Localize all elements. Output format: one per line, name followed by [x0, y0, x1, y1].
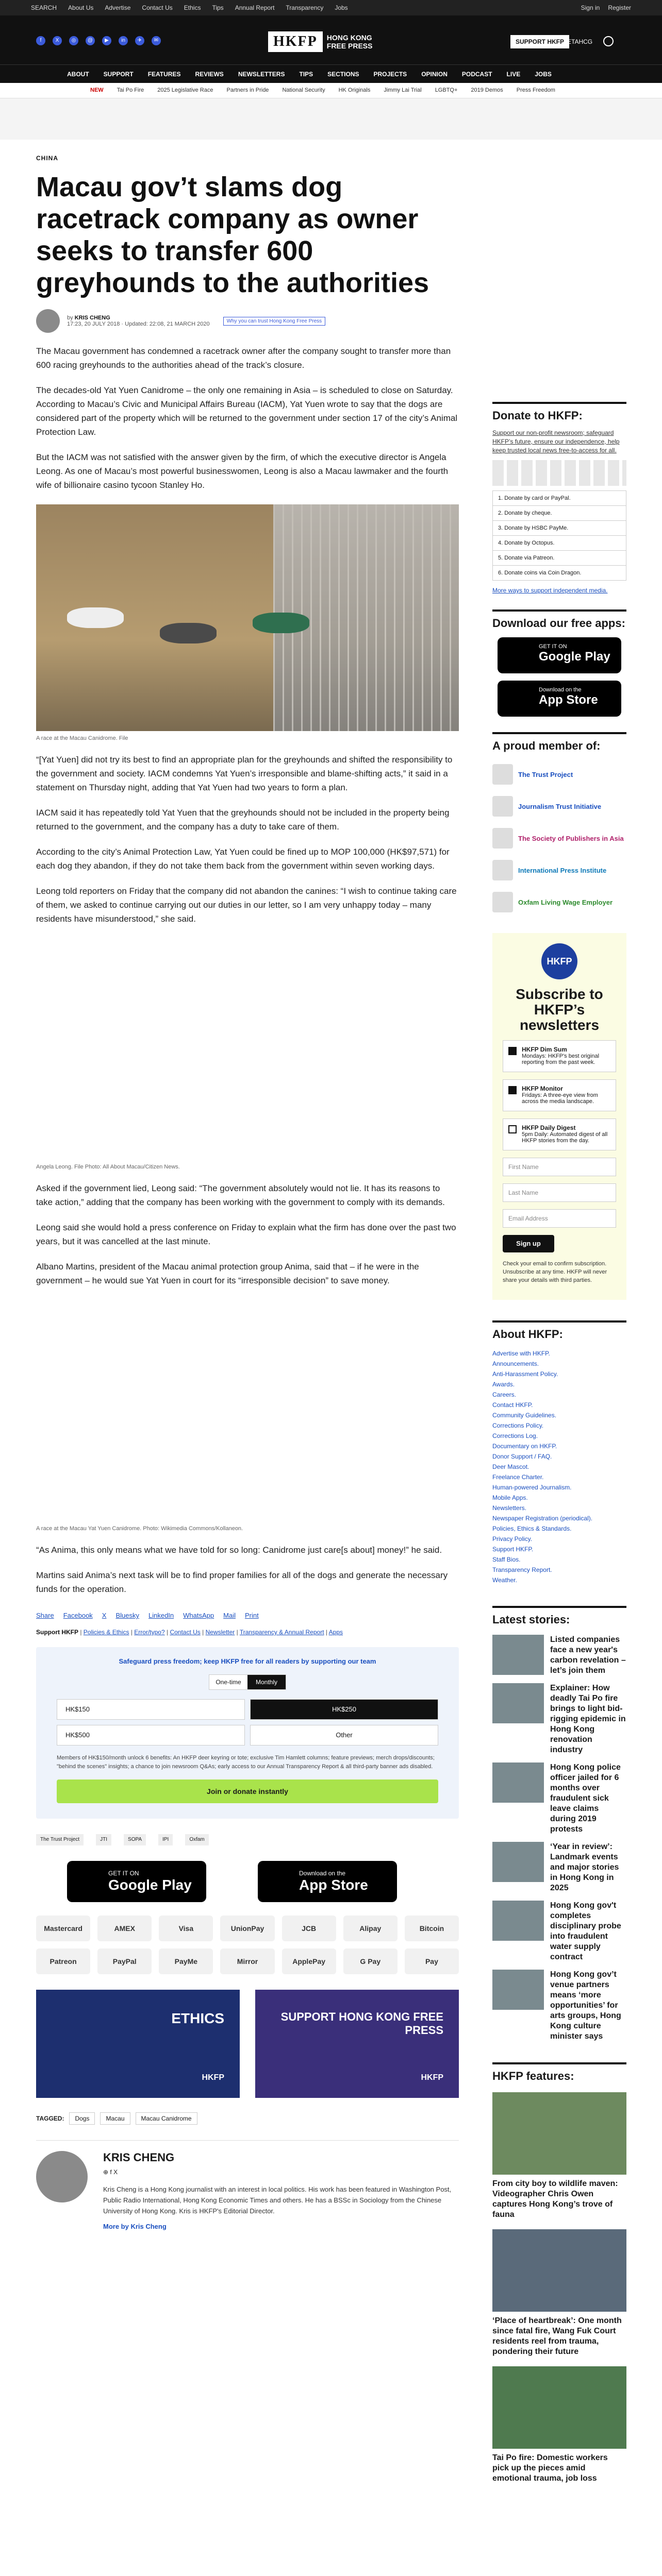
topbar-link-about[interactable]: About Us	[68, 4, 94, 11]
x-icon[interactable]: X	[53, 36, 62, 45]
donate-method[interactable]: 4. Donate by Octopus.	[492, 535, 626, 551]
amount-other[interactable]: Other	[250, 1725, 438, 1745]
x-icon[interactable]: X	[113, 2168, 118, 2176]
donate-method[interactable]: 3. Donate by HSBC PayMe.	[492, 520, 626, 536]
badge-oxfam[interactable]: Oxfam	[185, 1834, 208, 1845]
topbar-link-contact[interactable]: Contact Us	[142, 4, 173, 11]
about-item[interactable]: Community Guidelines.	[492, 1412, 557, 1419]
article	[36, 155, 459, 2230]
donate-method[interactable]: 6. Donate coins via Coin Dragon.	[492, 565, 626, 581]
list-item[interactable]	[492, 1901, 626, 1962]
more-ways-link[interactable]: More ways to support independent media.	[492, 587, 608, 594]
support-promo-title: SUPPORT HONG KONG FREE PRESS	[280, 2010, 443, 2037]
latest-stories	[492, 1635, 626, 2042]
feature-title: From city boy to wildlife maven: Videographer Chris Owen captures Hong Kong’s trove of fauna	[492, 2179, 618, 2219]
about-item[interactable]: Newsletters.	[492, 1504, 527, 1512]
newsletter-logo: HKFP	[541, 943, 577, 979]
nav-item-projects[interactable]: PROJECTS	[373, 71, 407, 78]
donate-title: Donate to HKFP:	[492, 402, 626, 422]
checkbox[interactable]	[508, 1125, 517, 1133]
youtube-icon[interactable]: ▶	[102, 36, 111, 45]
about-item[interactable]: Staff Bios.	[492, 1556, 521, 1563]
share-linkedin[interactable]: LinkedIn	[148, 1612, 174, 1619]
instagram-icon[interactable]: ◎	[69, 36, 78, 45]
topbar-link-jobs[interactable]: Jobs	[335, 4, 348, 11]
logo-mark: HKFP	[268, 31, 323, 52]
paragraph: But the IACM was not satisfied with the answer given by the firm, of which the executive director is Angela Leong. As one of Macau’s most powerful businesswomen, Leong is also a Macau lawmaker and the fourth wife of billionaire casino tycoon Stanley Ho.	[36, 452, 449, 490]
support-links-label[interactable]: Support HKFP	[36, 1629, 78, 1636]
sign-in-link[interactable]: Sign in	[581, 4, 600, 11]
about-item[interactable]: Anti-Harassment Policy.	[492, 1370, 558, 1378]
language-switch[interactable]: ETAHCG	[567, 38, 593, 45]
newsletter-desc: Mondays: HKFP's best original reporting from the past week.	[522, 1053, 600, 1065]
newsletter-link[interactable]: Newsletter	[205, 1629, 235, 1636]
checkbox-checked[interactable]	[508, 1047, 517, 1055]
amount-option[interactable]: HK$500	[57, 1725, 245, 1745]
about-item[interactable]: Weather.	[492, 1577, 517, 1584]
embed-caption: A race at the Macau Yat Yuen Canidrome. Photo: Wikimedia Commons/Kollaneon.	[36, 1526, 243, 1532]
error-link[interactable]: Error/typo?	[134, 1629, 165, 1636]
list-item[interactable]	[492, 1635, 626, 1676]
policies-link[interactable]: Policies & Ethics	[83, 1629, 129, 1636]
app-store-line-2: App Store	[539, 693, 598, 707]
ipi-logo	[492, 860, 513, 880]
pay-bitcoin[interactable]: Bitcoin	[405, 1916, 459, 1941]
paragraph: The Macau government has condemned a racetrack owner after the company sought to transfer more than 600 racing greyhounds to the authorities ahead of the track’s closure.	[36, 346, 451, 370]
logo-text-line-1: HONG KONG	[326, 33, 372, 42]
first-name-input[interactable]: First Name	[503, 1158, 616, 1176]
email-icon[interactable]: ✉	[152, 36, 161, 45]
nav-item-opinion[interactable]: OPINION	[421, 71, 448, 78]
about-item[interactable]: Support HKFP.	[492, 1546, 534, 1553]
main-nav	[0, 64, 662, 83]
transparency-link[interactable]: Transparency & Annual Report	[239, 1629, 324, 1636]
author-box-name[interactable]: KRIS CHENG	[103, 2151, 175, 2164]
list-item[interactable]	[492, 1842, 626, 1893]
tag[interactable]: Macau Canidrome	[136, 2112, 197, 2125]
features-title: HKFP features:	[492, 2062, 626, 2083]
share-label[interactable]: Share	[36, 1612, 54, 1619]
list-item[interactable]	[492, 1683, 626, 1755]
share-bluesky[interactable]: Bluesky	[115, 1612, 139, 1619]
logo-text-line-2: FREE PRESS	[326, 42, 373, 50]
photo-caption: A race at the Macau Canidrome. File	[36, 735, 128, 741]
email-input[interactable]: Email Address	[503, 1209, 616, 1228]
trending-item[interactable]: Jimmy Lai Trial	[384, 87, 422, 93]
newsletter-desc: 5pm Daily: Automated digest of all HKFP stories from the day.	[522, 1131, 608, 1144]
topbar-link-ethics[interactable]: Ethics	[184, 4, 201, 11]
nav-item-live[interactable]: LIVE	[506, 71, 521, 78]
nav-item-about[interactable]: ABOUT	[67, 71, 89, 78]
pay-pay[interactable]: Pay	[405, 1948, 459, 1974]
pay-amex[interactable]: AMEX	[97, 1916, 152, 1941]
share-print[interactable]: Print	[244, 1612, 259, 1619]
badge-jti[interactable]: JTI	[96, 1834, 111, 1845]
share-whatsapp[interactable]: WhatsApp	[183, 1612, 214, 1619]
latest-title: Latest stories:	[492, 1606, 626, 1626]
globe-icon[interactable]: ⊕	[103, 2168, 109, 2176]
about-item[interactable]: Privacy Policy.	[492, 1535, 533, 1543]
apps-link[interactable]: Apps	[328, 1629, 343, 1636]
about-item[interactable]: Freelance Charter.	[492, 1473, 544, 1481]
paragraph: Leong told reporters on Friday that the company did not abandon the canines: “I wish to continue taking care of them, we asked to continue carrying out our duties in our letter, so I am very unhappy today – many residents have misunderstood,” she said.	[36, 886, 457, 924]
telegram-icon[interactable]: ✈	[135, 36, 144, 45]
newsletter-box	[492, 933, 626, 1300]
facebook-icon[interactable]: f	[110, 2168, 112, 2176]
list-item[interactable]	[492, 1762, 626, 1835]
topbar-link-advertise[interactable]: Advertise	[105, 4, 131, 11]
story-thumb	[492, 1683, 544, 1723]
paragraph: Albano Martins, president of the Macau animal protection group Anima, said that – if he were in the government – he would sue Yat Yuen in court for its “irresponsible decision” to save money.	[36, 1262, 419, 1285]
amount-grid	[57, 1699, 438, 1745]
signup-button[interactable]: Sign up	[503, 1235, 554, 1252]
paragraph: Leong said she would hold a press conference on Friday to explain what the firm has done over the past two years, but it was cancelled at the last minute.	[36, 1223, 456, 1246]
member-title: A proud member of:	[492, 732, 626, 753]
app-store-line-2: App Store	[299, 1877, 368, 1893]
pay-unionpay[interactable]: UnionPay	[220, 1916, 274, 1941]
support-promo-sub: HKFP	[421, 2073, 443, 2082]
article-photo	[36, 504, 459, 731]
apps-title: Download our free apps:	[492, 609, 626, 630]
about-item[interactable]: Newspaper Registration (periodical).	[492, 1515, 593, 1522]
sidebar	[492, 402, 626, 2484]
trending-item[interactable]: HK Originals	[338, 87, 371, 93]
monthly-option[interactable]: Monthly	[247, 1675, 286, 1689]
author-bio: Kris Cheng is a Hong Kong journalist with an interest in local politics. His work has been featured in Washington Post, Public Radio International, Hong Kong Economic Times and others. He has a BSSc in Sociology from the Chinese University of Hong Kong. Kris is HKFP's Editorial Director.	[103, 2185, 452, 2215]
about-item[interactable]: Advertise with HKFP.	[492, 1350, 550, 1357]
google-play-line-2: Google Play	[108, 1877, 192, 1893]
sopa-logo	[492, 828, 513, 849]
paragraph: The decades-old Yat Yuen Canidrome – the only one remaining in Asia – is scheduled to close on Saturday. According to Macau’s Civic and Municipal Affairs Bureau (IACM), Yat Yuen wrote to say that the dogs are considered part of the property which will be returned to the government under section 17 of the city’s Animal Protection Law.	[36, 385, 458, 437]
amount-option[interactable]: HK$150	[57, 1699, 245, 1720]
trending-bar	[0, 83, 662, 98]
share-mail[interactable]: Mail	[223, 1612, 236, 1619]
trending-item[interactable]: Press Freedom	[516, 87, 555, 93]
about-item[interactable]: Transparency Report.	[492, 1566, 552, 1573]
newsletter-option[interactable]	[503, 1040, 616, 1072]
pay-payme[interactable]: PayMe	[159, 1948, 213, 1974]
story-thumb	[492, 1842, 544, 1882]
amount-option-selected[interactable]: HK$250	[250, 1699, 438, 1720]
site-header	[0, 15, 662, 64]
member-name: Oxfam Living Wage Employer	[518, 898, 613, 906]
pay-applepay[interactable]: ApplePay	[282, 1948, 336, 1974]
nav-item-tips[interactable]: TIPS	[299, 71, 313, 78]
ethics-promo-title: ETHICS	[171, 2010, 224, 2026]
story-title: Hong Kong gov't completes disciplinary probe into fraudulent water supply contract	[550, 1901, 621, 1961]
article-title: Macau gov’t slams dog racetrack company as owner seeks to transfer 600 greyhounds to the authorities	[36, 172, 429, 298]
more-by-author-link[interactable]: More by Kris Cheng	[103, 2223, 167, 2230]
newsletter-desc: Fridays: A three-eye view from across the media landscape.	[522, 1092, 598, 1105]
video-embed[interactable]	[36, 1300, 459, 1521]
member-name: The Society of Publishers in Asia	[518, 834, 624, 842]
google-play-line-2: Google Play	[539, 650, 610, 664]
member-name: International Press Institute	[518, 866, 607, 874]
app-store-button[interactable]	[258, 1861, 397, 1902]
dateline: 17:23, 20 JULY 2018 · Updated: 22:08, 21 MARCH 2020	[67, 321, 210, 327]
ethics-promo-sub: HKFP	[202, 2073, 224, 2082]
about-item[interactable]: Donor Support / FAQ.	[492, 1453, 552, 1460]
feature-title: ‘Place of heartbreak’: One month since fatal fire, Wang Fuk Court residents reel from trauma, pondering their future	[492, 2316, 622, 2356]
member-badges-row	[36, 1834, 459, 1845]
oxfam-logo	[492, 892, 513, 912]
about-item[interactable]: Deer Mascot.	[492, 1463, 529, 1470]
donate-head: Safeguard press freedom; keep HKFP free for all readers by supporting our team	[119, 1657, 376, 1665]
author-avatar	[36, 309, 60, 333]
google-play-line-1: GET IT ON	[108, 1870, 139, 1877]
register-link[interactable]: Register	[608, 4, 631, 11]
members-benefits: Members of HK$150/month unlock 6 benefits: An HKFP deer keyring or tote; exclusive Tim Hamlett columns; feature previews; merch drops/discounts; "behind the scenes" insights; a chance to join newsroom Q&As; early access to our Annual Transparency Report & all third-party banner ads disabled.	[57, 1755, 435, 1770]
donate-method[interactable]: 5. Donate via Patreon.	[492, 550, 626, 566]
feature-item[interactable]	[492, 2366, 626, 2484]
story-title: Hong Kong police officer jailed for 6 months over fraudulent sick leave claims during 2019 protests	[550, 1763, 621, 1834]
about-item[interactable]: Contact HKFP.	[492, 1401, 533, 1409]
about-item[interactable]: Announcements.	[492, 1360, 539, 1367]
pay-mastercard[interactable]: Mastercard	[36, 1916, 90, 1941]
embed-caption: Angela Leong. File Photo: All About Macau/Citizen News.	[36, 1164, 180, 1170]
donate-box	[36, 1647, 459, 1819]
story-thumb	[492, 1762, 544, 1803]
about-item[interactable]: Mobile Apps.	[492, 1494, 528, 1501]
topbar-link-annual-report[interactable]: Annual Report	[235, 4, 275, 11]
linkedin-icon[interactable]: in	[119, 36, 128, 45]
contact-link[interactable]: Contact Us	[170, 1629, 201, 1636]
app-store-button[interactable]	[498, 681, 621, 717]
feature-image	[492, 2229, 626, 2312]
list-item[interactable]	[492, 1970, 626, 2042]
nav-item-podcast[interactable]: PODCAST	[461, 71, 492, 78]
photo-greyhound	[160, 623, 217, 643]
video-embed[interactable]	[36, 938, 459, 1160]
share-facebook[interactable]: Facebook	[63, 1612, 93, 1619]
google-play-button[interactable]	[498, 637, 621, 673]
trending-item[interactable]: 2019 Demos	[471, 87, 503, 93]
article-category[interactable]: CHINA	[36, 155, 58, 162]
google-play-button[interactable]	[67, 1861, 206, 1902]
support-links: Support HKFP | Policies & Ethics | Error/typo? | Contact Us | Newsletter | Transparency & Annual Report | Apps	[36, 1629, 343, 1636]
paragraph: Martins said Anima’s next task will be to find proper families for all of the dogs and generate the necessary funds for the operation.	[36, 1570, 448, 1594]
share-x[interactable]: X	[102, 1612, 107, 1619]
newsletter-name: HKFP Monitor	[522, 1085, 563, 1092]
nav-item-jobs[interactable]: JOBS	[535, 71, 552, 78]
about-item[interactable]: Awards.	[492, 1381, 515, 1388]
pay-patreon[interactable]: Patreon	[36, 1948, 90, 1974]
member-name: Journalism Trust Initiative	[518, 802, 602, 810]
badge-ipi[interactable]: IPI	[158, 1834, 173, 1845]
trending-item[interactable]: Tai Po Fire	[117, 87, 144, 93]
trending-item[interactable]: LGBTQ+	[435, 87, 458, 93]
ad-banner	[0, 98, 662, 140]
pay-paypal[interactable]: PayPal	[97, 1948, 152, 1974]
about-item[interactable]: Human-powered Journalism.	[492, 1484, 572, 1491]
photo-greyhound	[67, 607, 124, 628]
tags	[36, 2112, 459, 2125]
app-store-line-1: Download on the	[299, 1870, 346, 1877]
one-time-option[interactable]: One-time	[216, 1679, 241, 1686]
tag[interactable]: Macau	[100, 2112, 130, 2125]
about-item[interactable]: Corrections Policy.	[492, 1422, 544, 1429]
pay-mirror[interactable]: Mirror	[220, 1948, 274, 1974]
story-thumb	[492, 1901, 544, 1941]
nav-item-features[interactable]: FEATURES	[147, 71, 181, 78]
newsletter-option[interactable]	[503, 1118, 616, 1150]
author-box	[36, 2140, 459, 2230]
paragraph: IACM said it has repeatedly told Yat Yuen that the greyhounds should not be included in the property being returned to the government, and the company has a duty to take care of them.	[36, 808, 450, 832]
story-title: Listed companies face a new year's carbon revelation – let’s join them	[550, 1635, 626, 1675]
donate-method[interactable]: 2. Donate by cheque.	[492, 505, 626, 521]
topbar-link-tips[interactable]: Tips	[212, 4, 224, 11]
feature-item[interactable]	[492, 2092, 626, 2220]
newsletter-title: Subscribe to HKFP’s newsletters	[516, 986, 603, 1033]
last-name-input[interactable]: Last Name	[503, 1183, 616, 1202]
story-title: Hong Kong gov’t venue partners means ‘more opportunities’ for arts groups, Hong Kong culture minister says	[550, 1970, 621, 2041]
story-thumb	[492, 1970, 544, 2010]
trending-item[interactable]: Partners in Pride	[226, 87, 269, 93]
ethics-promo[interactable]	[36, 1990, 240, 2098]
tags-label: TAGGED:	[36, 2115, 64, 2122]
newsletter-name: HKFP Dim Sum	[522, 1046, 567, 1053]
photo-greyhound	[253, 613, 309, 633]
google-play-line-1: GET IT ON	[539, 643, 567, 650]
facebook-icon[interactable]: f	[36, 36, 45, 45]
about-item[interactable]: Documentary on HKFP.	[492, 1443, 557, 1450]
story-title: Explainer: How deadly Tai Po fire brings to light bid-rigging epidemic in Hong Kong renovation industry	[550, 1684, 626, 1754]
pay-jcb[interactable]: JCB	[282, 1916, 336, 1941]
paragraph: Asked if the government lied, Leong said: “The government absolutely would not lie. It has its reasons to take action,” adding that the company has been working with the government to comply with its demands.	[36, 1183, 445, 1207]
app-store-line-1: Download on the	[539, 687, 582, 693]
about-list	[492, 1348, 626, 1585]
search-icon[interactable]	[603, 36, 614, 46]
newsletter-fineprint: Check your email to confirm subscription. Unsubscribe at any time. HKFP will never share your details with third parties.	[503, 1261, 607, 1283]
join-button[interactable]: Join or donate instantly	[57, 1780, 438, 1803]
card-logos	[492, 460, 626, 486]
pay-gpay[interactable]: G Pay	[343, 1948, 398, 1974]
share-bar	[36, 1612, 459, 1619]
badge-trust-project[interactable]: The Trust Project	[36, 1834, 84, 1845]
site-logo[interactable]	[268, 30, 397, 54]
checkbox-checked[interactable]	[508, 1086, 517, 1094]
new-badge: NEW	[90, 87, 104, 93]
paragraph: According to the city’s Animal Protection Law, Yat Yuen could be fined up to MOP 100,000 (HK$97,571) for each dog they abandon, if they do not take them back from the government within seven working days.	[36, 847, 450, 871]
newsletter-option[interactable]	[503, 1079, 616, 1111]
about-item[interactable]: Policies, Ethics & Standards.	[492, 1525, 572, 1532]
nav-item-sections[interactable]: SECTIONS	[327, 71, 359, 78]
feature-image	[492, 2366, 626, 2449]
support-hkfp-button[interactable]: SUPPORT HKFP	[510, 35, 569, 48]
donate-method[interactable]: 1. Donate by card or PayPal.	[492, 490, 626, 506]
author-avatar-large	[36, 2151, 88, 2202]
about-item[interactable]: Careers.	[492, 1391, 517, 1398]
payment-methods	[36, 1916, 459, 1974]
feature-title: Tai Po fire: Domestic workers pick up the pieces amid emotional trauma, job loss	[492, 2453, 608, 2483]
frequency-toggle	[209, 1674, 286, 1690]
feature-image	[492, 2092, 626, 2175]
trending-item[interactable]: National Security	[282, 87, 325, 93]
nav-item-newsletters[interactable]: NEWSLETTERS	[238, 71, 285, 78]
story-thumb	[492, 1635, 544, 1675]
newsletter-name: HKFP Daily Digest	[522, 1124, 576, 1131]
donate-text[interactable]: Support our non-profit newsroom; safeguard HKFP’s future, ensure our independence, help keep trusted local news free-to-access for all.	[492, 429, 620, 454]
tag[interactable]: Dogs	[69, 2112, 95, 2125]
support-promo[interactable]	[255, 1990, 459, 2098]
feature-item[interactable]	[492, 2229, 626, 2357]
byline	[36, 309, 459, 333]
paragraph: “[Yat Yuen] did not try its best to find an appropriate plan for the greyhounds and shifted the responsibility to the government and society. IACM condemns Yat Yuen’s irresponsible and blame-shifting acts,” it said in a statement on Thursday night, adding that Yat Yuen had two years to form a plan.	[36, 755, 453, 792]
about-item[interactable]: Corrections Log.	[492, 1432, 538, 1439]
pay-visa[interactable]: Visa	[159, 1916, 213, 1941]
nav-item-support[interactable]: SUPPORT	[103, 71, 134, 78]
trust-button[interactable]: Why you can trust Hong Kong Free Press	[223, 317, 326, 326]
trending-item[interactable]: 2025 Legislative Race	[157, 87, 213, 93]
paragraph: “As Anima, this only means what we have told for so long: Canidrome just care[s about] money!” he said.	[36, 1545, 442, 1555]
author-prefix: by	[67, 315, 73, 321]
badge-sopa[interactable]: SOPA	[124, 1834, 146, 1845]
author-name[interactable]: KRIS CHENG	[74, 315, 110, 321]
threads-icon[interactable]: @	[86, 36, 95, 45]
nav-item-reviews[interactable]: REVIEWS	[195, 71, 224, 78]
about-title: About HKFP:	[492, 1320, 626, 1341]
pay-alipay[interactable]: Alipay	[343, 1916, 398, 1941]
topbar-link-transparency[interactable]: Transparency	[286, 4, 324, 11]
donate-methods	[492, 490, 626, 581]
jti-logo	[492, 796, 513, 817]
member-name: The Trust Project	[518, 770, 573, 778]
trust-project-logo	[492, 764, 513, 785]
topbar-link-search[interactable]: SEARCH	[31, 4, 57, 11]
story-title: ‘Year in review’: Landmark events and major stories in Hong Kong in 2025	[550, 1842, 619, 1892]
social-links	[36, 36, 161, 45]
promo-row	[36, 1990, 459, 2098]
top-bar	[0, 0, 662, 15]
